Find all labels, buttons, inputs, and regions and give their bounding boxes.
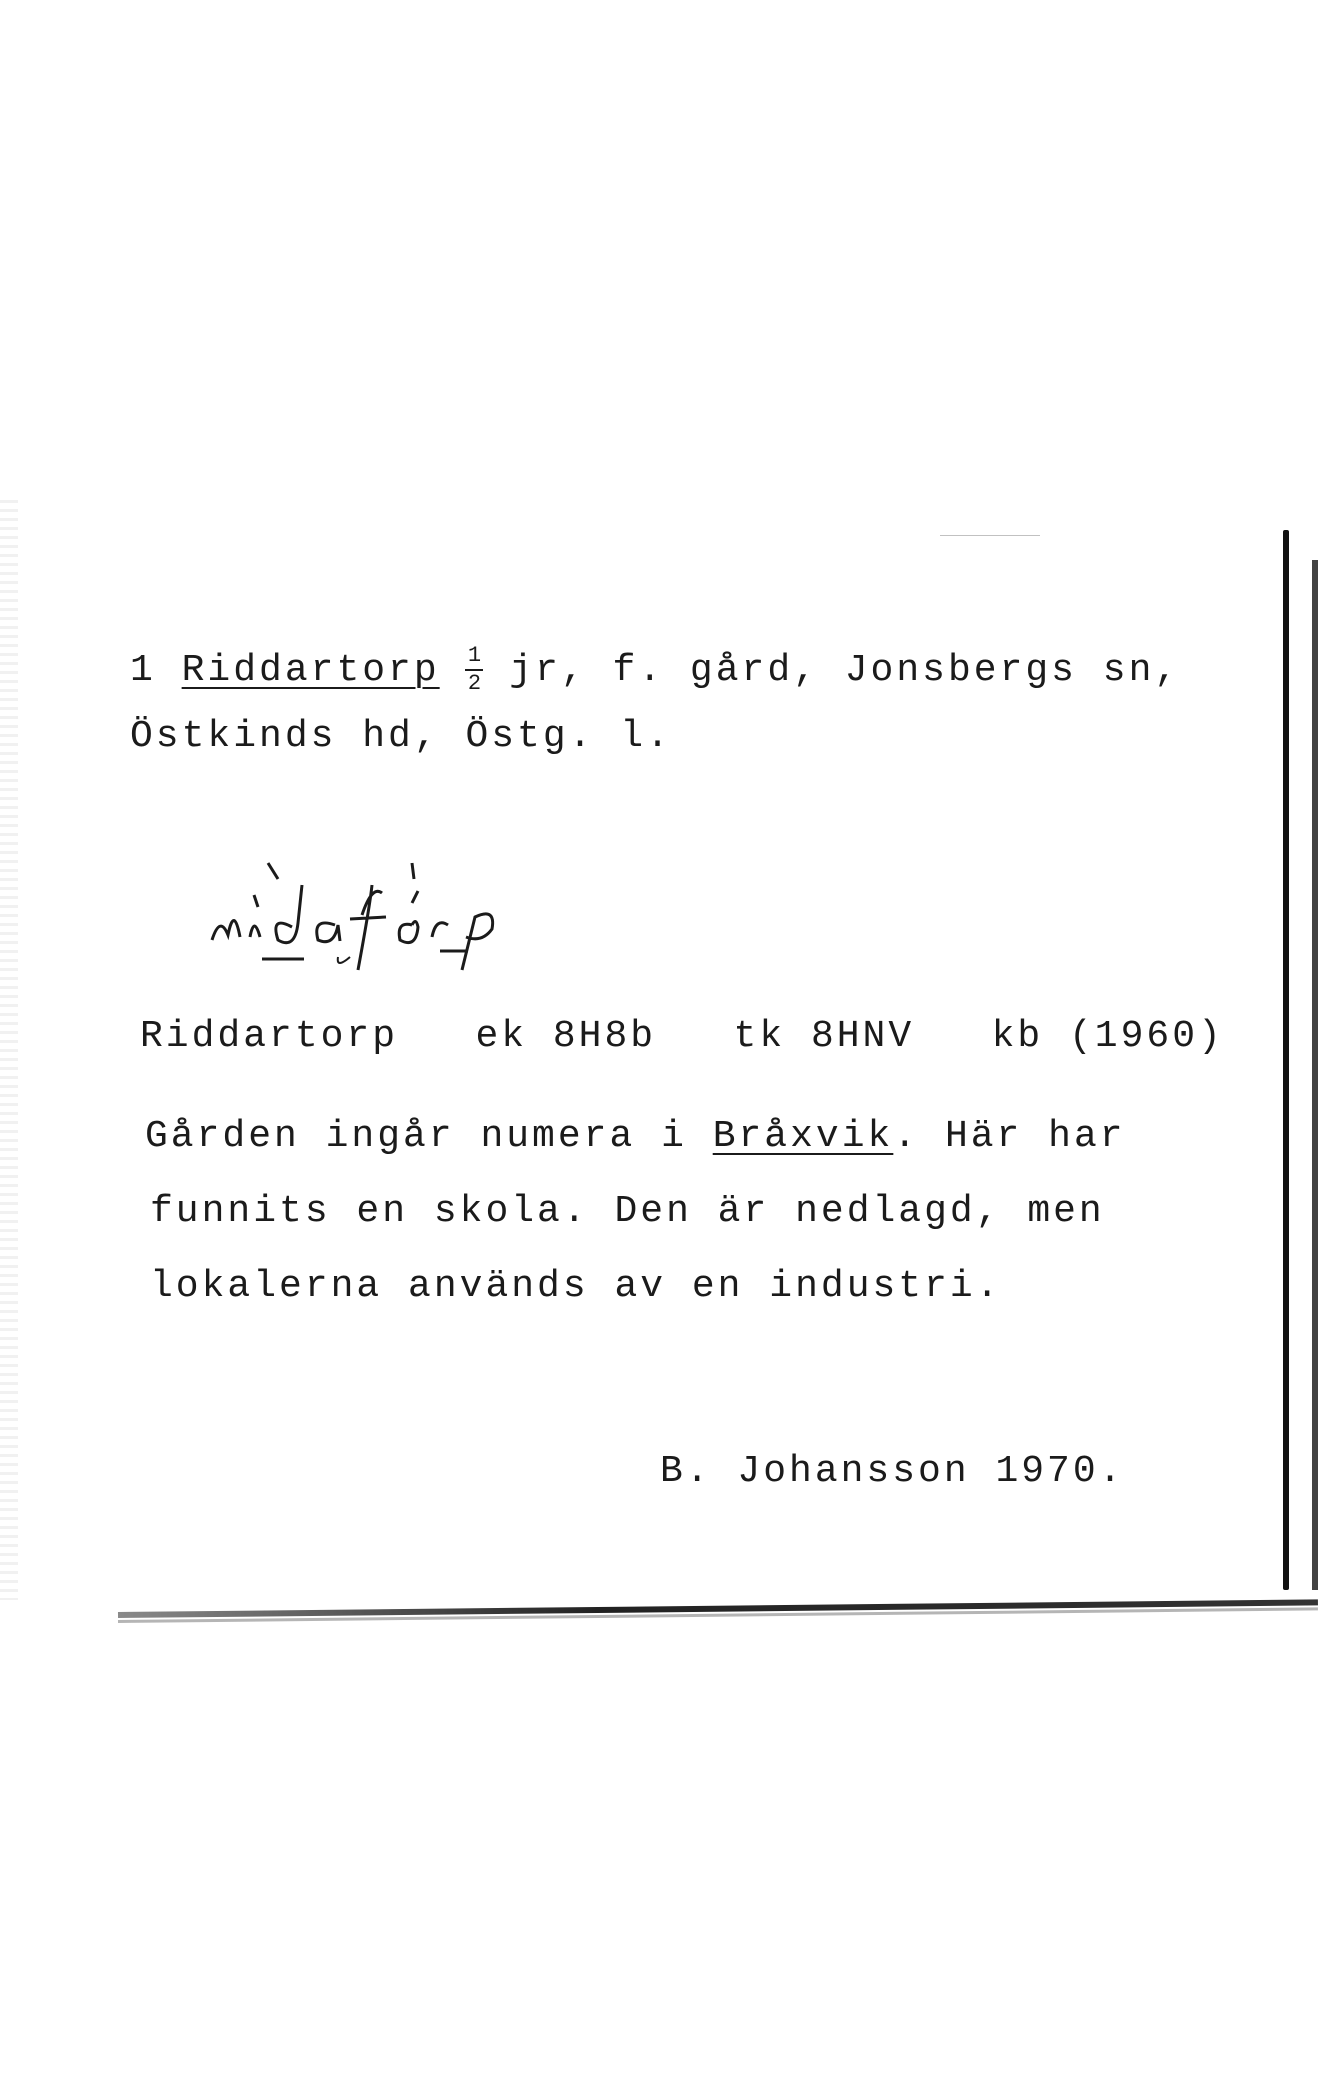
description-line-3: lokalerna används av en industri. bbox=[150, 1265, 1002, 1308]
linked-place: Bråxvik bbox=[712, 1115, 894, 1158]
place-name: Riddartorp bbox=[181, 649, 440, 693]
map-place-name: Riddartorp bbox=[140, 1015, 399, 1058]
map-ek: ek 8H8b bbox=[475, 1015, 657, 1058]
card-border-right-inner bbox=[1312, 560, 1318, 1590]
handwritten-pronunciation bbox=[200, 845, 540, 975]
card-border-right bbox=[1283, 530, 1289, 1590]
map-reference-line bbox=[140, 1015, 1224, 1058]
description-line-1: Gården ingår numera i Bråxvik. Här har bbox=[145, 1115, 1126, 1158]
entry-number: 1 bbox=[130, 649, 156, 693]
map-kb: kb (1960) bbox=[991, 1015, 1224, 1058]
signature: B. Johansson 1970. bbox=[660, 1450, 1125, 1493]
description-line-2: funnits en skola. Den är nedlagd, men bbox=[150, 1190, 1105, 1233]
header-line-2: Östkinds hd, Östg. l. bbox=[130, 715, 672, 758]
svg-text:riddartorp: riddartorp bbox=[200, 845, 207, 846]
fraction: $\frac{1}{2}$ bbox=[465, 645, 483, 695]
header-line-1 bbox=[130, 645, 1180, 695]
header-rest: jr, f. gård, Jonsbergs sn, bbox=[509, 649, 1181, 693]
faint-mark bbox=[940, 535, 1040, 536]
map-tk: tk 8HNV bbox=[733, 1015, 915, 1058]
scan-edge bbox=[0, 500, 18, 1600]
